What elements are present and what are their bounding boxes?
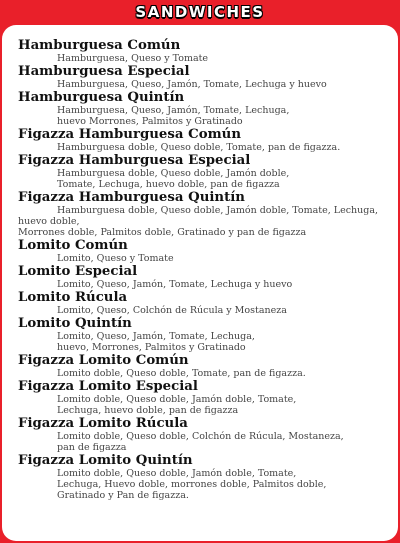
- item-description: Hamburguesa doble, Queso doble, Jamón doble, Tomate, Lechuga, huevo doble, Morrones doble, Palmitos doble, Gratinado y pan de figazza: [18, 205, 379, 238]
- item-name: Hamburguesa Común: [18, 38, 181, 53]
- item-description: Hamburguesa, Queso y Tomate: [57, 53, 209, 64]
- item-name: Hamburguesa Quintín: [18, 90, 185, 105]
- menu-item: [18, 238, 392, 264]
- menu-item: [18, 64, 392, 90]
- item-description: Lomito, Queso, Jamón, Tomate, Lechuga, huevo, Morrones, Palmitos y Gratinado: [57, 331, 255, 353]
- menu-item: [18, 416, 392, 453]
- item-description: Lomito doble, Queso doble, Jamón doble, Tomate, Lechuga, huevo doble, pan de figazza: [57, 394, 297, 416]
- menu-header: [0, 0, 400, 24]
- item-description: Lomito, Queso, Colchón de Rúcula y Mostaneza: [57, 305, 287, 316]
- item-description: Lomito, Queso y Tomate: [57, 253, 174, 264]
- menu-item: [18, 316, 392, 353]
- item-description: Hamburguesa doble, Queso doble, Jamón doble, Tomate, Lechuga, huevo doble, pan de figazza: [57, 168, 290, 190]
- menu-item: [18, 290, 392, 316]
- menu-item: [18, 379, 392, 416]
- item-description: Hamburguesa doble, Queso doble, Tomate, pan de figazza.: [57, 142, 341, 153]
- item-description: Hamburguesa, Queso, Jamón, Tomate, Lechuga y huevo: [57, 79, 327, 90]
- menu-list: [18, 38, 392, 501]
- item-name: Figazza Hamburguesa Común: [18, 127, 241, 142]
- item-name: Figazza Lomito Quintín: [18, 453, 193, 468]
- item-name: Figazza Lomito Rúcula: [18, 416, 188, 431]
- menu-item: [18, 38, 392, 64]
- item-name: Lomito Quintín: [18, 316, 132, 331]
- item-name: Figazza Hamburguesa Quintín: [18, 190, 245, 205]
- item-description: Lomito, Queso, Jamón, Tomate, Lechuga y huevo: [57, 279, 293, 290]
- item-name: Lomito Común: [18, 238, 128, 253]
- item-name: Lomito Rúcula: [18, 290, 128, 305]
- menu-item: [18, 264, 392, 290]
- menu-item: [18, 153, 392, 190]
- menu-item: [18, 453, 392, 501]
- menu-item: [18, 90, 392, 127]
- item-description: Lomito doble, Queso doble, Jamón doble, Tomate, Lechuga, Huevo doble, morrones doble, Palmitos doble, Gratinado y Pan de figazza.: [57, 468, 327, 501]
- menu-title: SANDWICHES: [135, 3, 265, 21]
- item-name: Figazza Hamburguesa Especial: [18, 153, 251, 168]
- menu-item: [18, 353, 392, 379]
- item-description: Lomito doble, Queso doble, Colchón de Rúcula, Mostaneza, pan de figazza: [57, 431, 344, 453]
- menu-item: [18, 127, 392, 153]
- item-name: Lomito Especial: [18, 264, 138, 279]
- item-description: Hamburguesa, Queso, Jamón, Tomate, Lechuga, huevo Morrones, Palmitos y Gratinado: [57, 105, 290, 127]
- menu-panel: [2, 25, 398, 541]
- item-name: Figazza Lomito Común: [18, 353, 189, 368]
- item-description: Lomito doble, Queso doble, Tomate, pan de figazza.: [57, 368, 306, 379]
- item-name: Hamburguesa Especial: [18, 64, 190, 79]
- item-name: Figazza Lomito Especial: [18, 379, 198, 394]
- menu-item: [18, 190, 392, 238]
